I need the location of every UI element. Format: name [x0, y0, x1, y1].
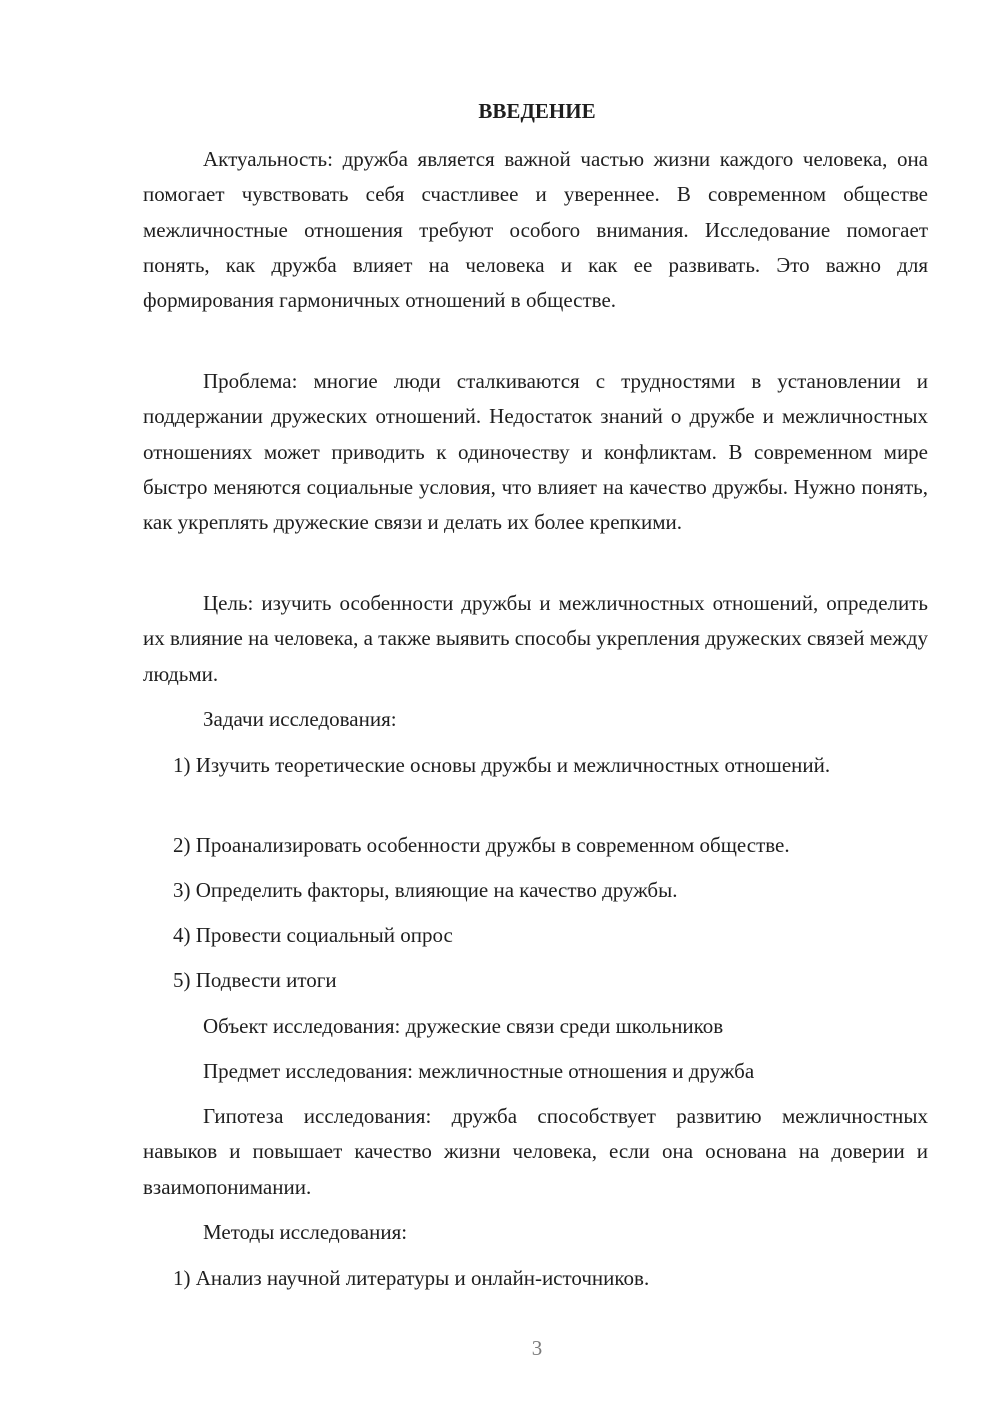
task-item: 1) Изучить теоретические основы дружбы и межличностных отношений.	[173, 753, 831, 777]
method-item: 1) Анализ научной литературы и онлайн-источников.	[173, 1266, 650, 1290]
task-item: 3) Определить факторы, влияющие на качество дружбы.	[173, 878, 678, 902]
page-title: ВВЕДЕНИЕ	[478, 99, 596, 123]
task-item: 4) Провести социальный опрос	[173, 923, 453, 947]
task-item: 5) Подвести итоги	[173, 968, 337, 992]
object-line: Объект исследования: дружеские связи среди школьников	[203, 1014, 724, 1038]
subject-line: Предмет исследования: межличностные отношения и дружба	[203, 1059, 755, 1083]
goal-paragraph: Цель: изучить особенности дружбы и межличностных отношений, определить их влияние на человека, а также выявить способы укрепления дружеских связей между людьми.	[143, 591, 928, 686]
relevance-paragraph: Актуальность: дружба является важной частью жизни каждого человека, она помогает чувствовать себя счастливее и увереннее. В современном обществе межличностные отношения требуют особого внимания. Исследование помогает понять, как дружба влияет на человека и как ее развивать. Это важно для формирования гармоничных отношений в обществе.	[143, 147, 928, 313]
hypothesis-paragraph: Гипотеза исследования: дружба способствует развитию межличностных навыков и повышает качество жизни человека, если она основана на доверии и взаимопонимании.	[143, 1104, 928, 1199]
task-item: 2) Проанализировать особенности дружбы в современном обществе.	[173, 833, 790, 857]
methods-heading: Методы исследования:	[203, 1220, 408, 1244]
tasks-heading: Задачи исследования:	[203, 707, 397, 731]
problem-paragraph: Проблема: многие люди сталкиваются с трудностями в установлении и поддержании дружеских отношений. Недостаток знаний о дружбе и межличностных отношениях может приводить к одиночеству и конфликтам. В современном мире быстро меняются социальные условия, что влияет на качество дружбы. Нужно понять, как укреплять дружеские связи и делать их более крепкими.	[143, 369, 928, 535]
page-number: 3	[531, 1336, 543, 1360]
